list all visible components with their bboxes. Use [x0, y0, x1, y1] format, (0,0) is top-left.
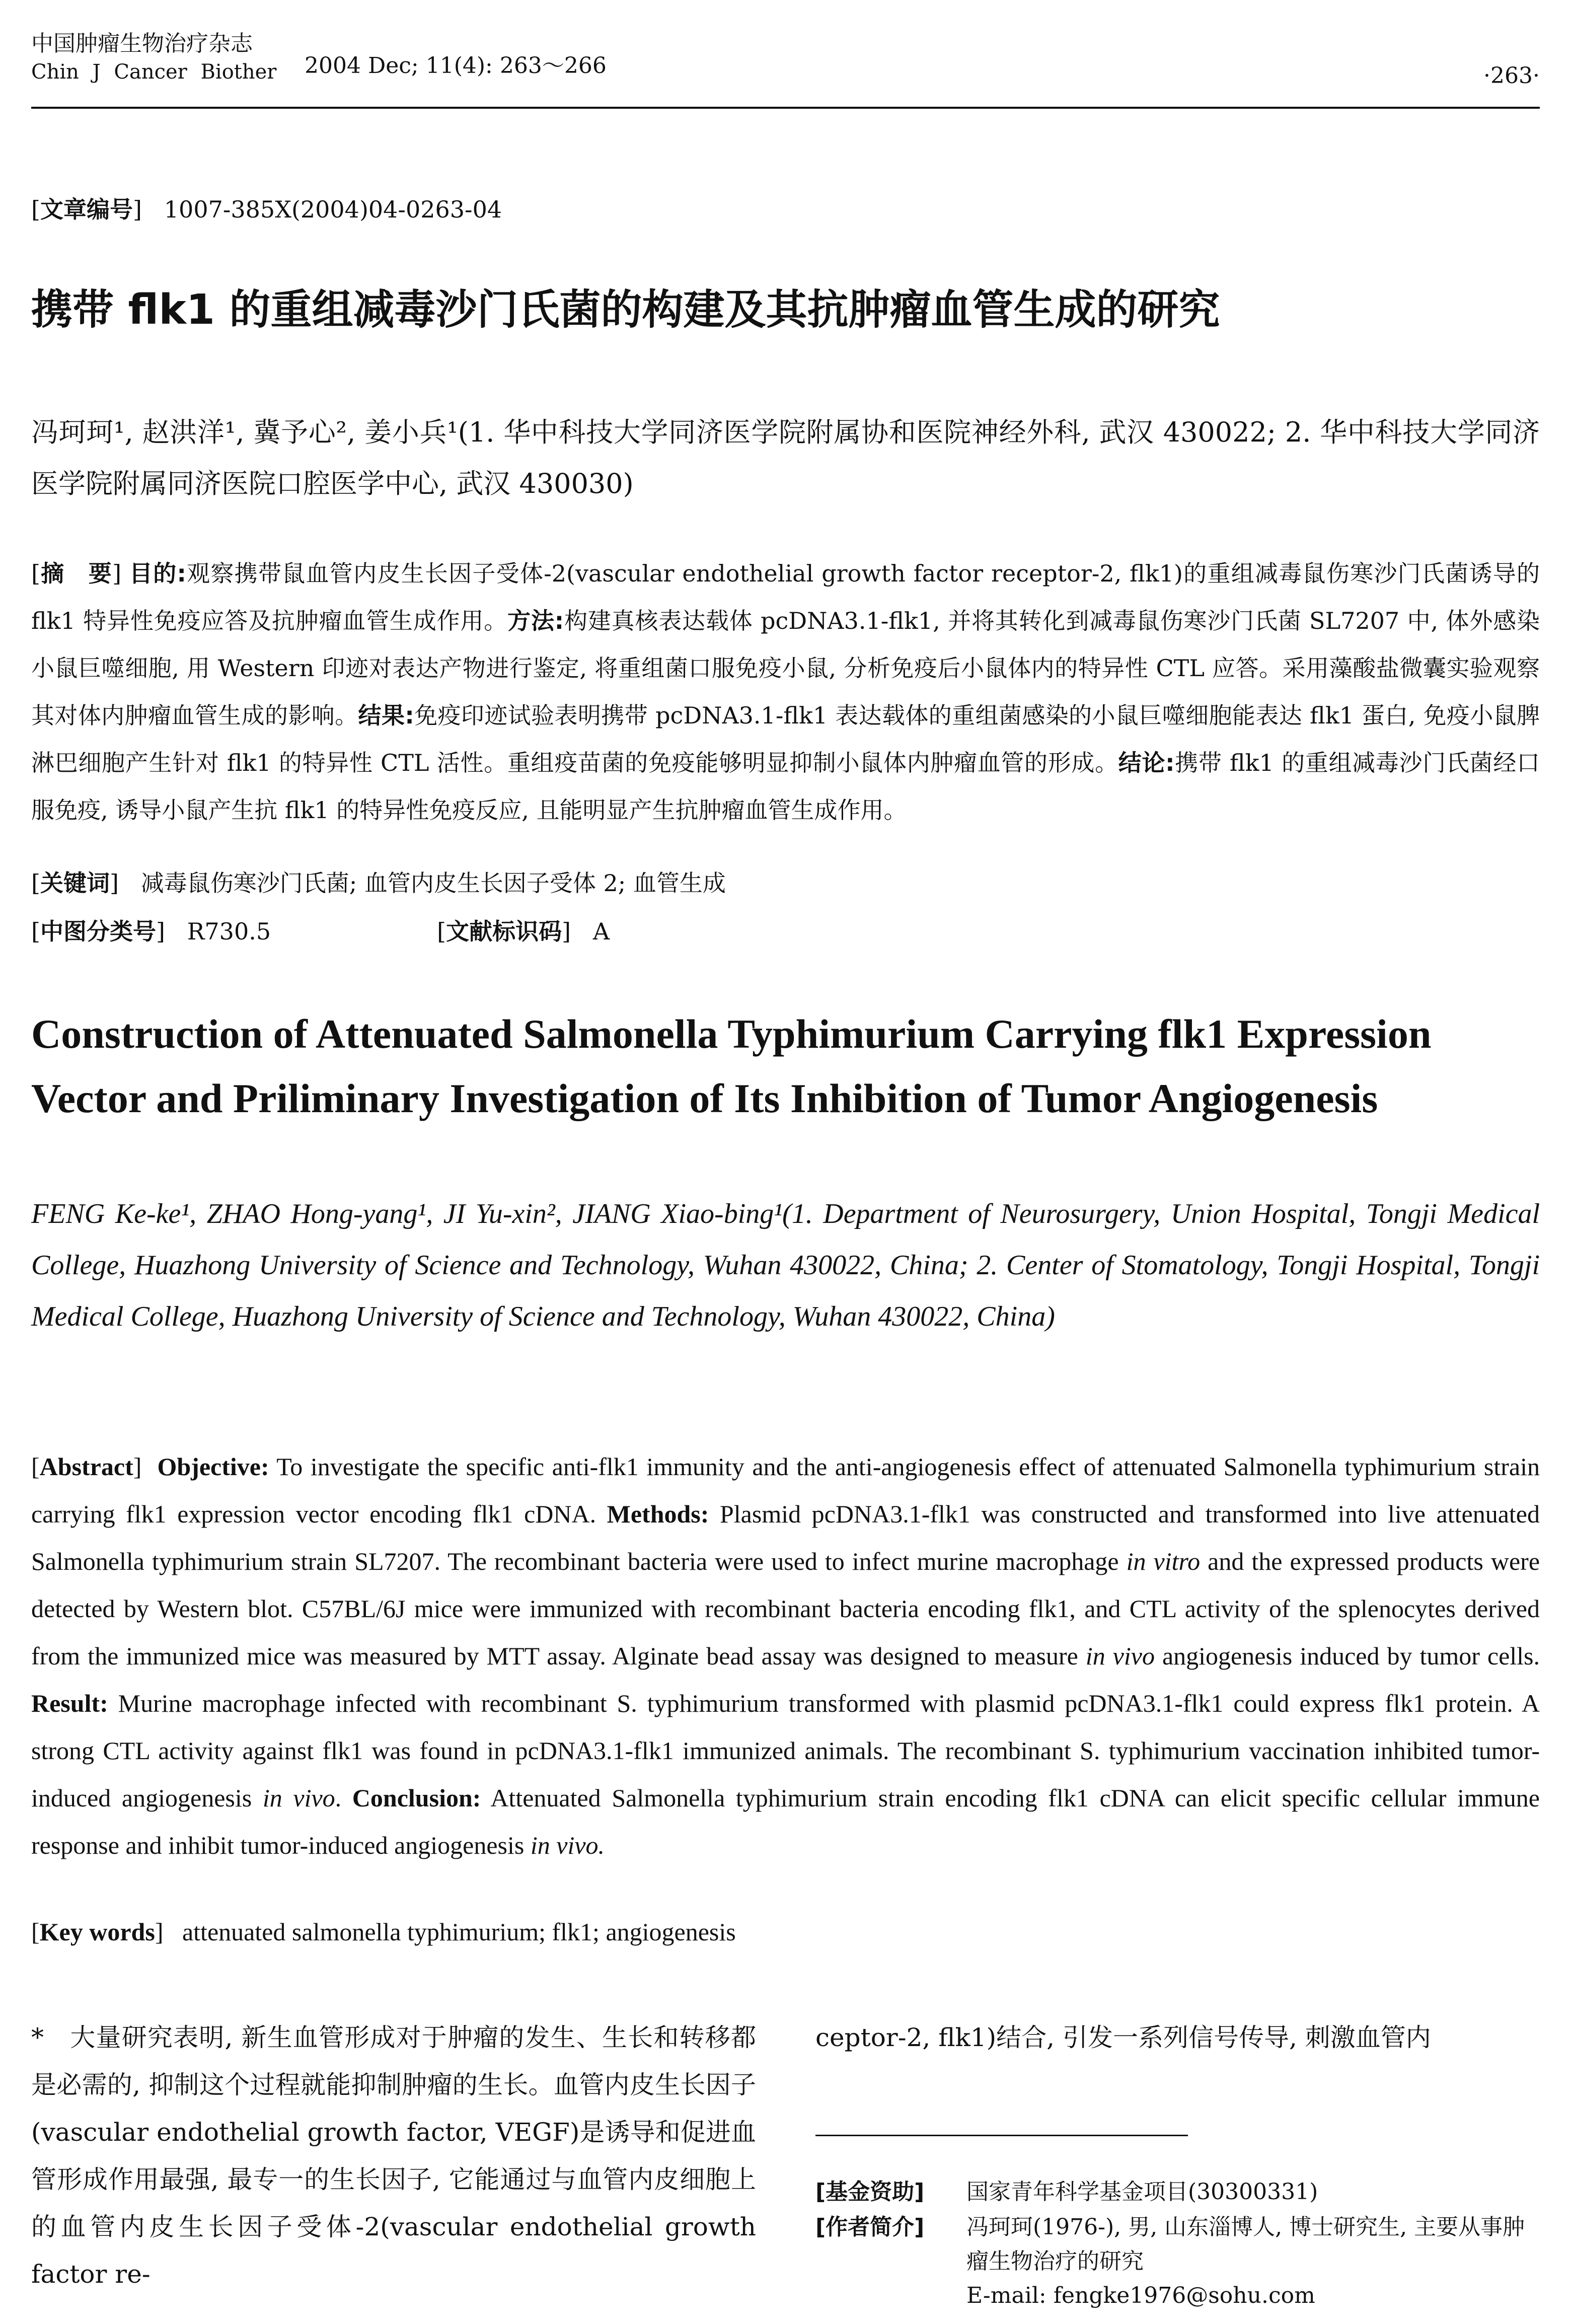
abstract-cn: [摘 要] 目的:观察携带鼠血管内皮生长因子受体-2(vascular endothelial growth factor receptor-2, flk1)的重组减毒鼠伤寒沙门氏菌诱导的 flk1 特异性免疫应答及抗肿瘤血管生成作用。方法:构建真核表达载体 pcDNA3.1-flk1, 并将其转化到减毒鼠伤寒沙门氏菌 SL7207 中, 体外感染小鼠巨噬细胞, 用 Western 印迹对表达产物进行鉴定, 将重组菌口服免疫小鼠, 分析免疫后小鼠体内的特异性 CTL 应答。采用藻酸盐微囊实验观察其对体内肿瘤血管生成的影响。结果:免疫印迹试验表明携带 pcDNA3.1-flk1 表达载体的重组菌感染的小鼠巨噬细胞能表达 flk1 蛋白, 免疫小鼠脾淋巴细胞产生针对 flk1 的特异性 CTL 活性。重组疫苗菌的免疫能够明显抑制小鼠体内肿瘤血管的形成。结论:携带 flk1 的重组减毒沙门氏菌经口服免疫, 诱导小鼠产生抗 flk1 的特异性免疫反应, 且能明显产生抗肿瘤血管生成作用。 — [31, 560, 1540, 824]
in-vitro-term: in vitro — [1126, 1547, 1201, 1575]
methods-cn: 构建真核表达载体 pcDNA3.1-flk1, 并将其转化到减毒鼠伤寒沙门氏菌 SL7207 中, 体外感染小鼠巨噬细胞, 用 Western 印迹对表达产物进行鉴定, 将重组菌口服免疫小鼠, 分析免疫后小鼠体内的特异性 CTL 应答。采用藻酸盐微囊实验观察其对体内肿瘤血管生成的影响。 — [31, 607, 1540, 729]
results-cn-label: 结果: — [358, 702, 414, 729]
body-text-right: ceptor-2, flk1)结合, 引发一系列信号传导, 刺激血管内 — [815, 2023, 1431, 2052]
doc-code-label: 文献标识码 — [446, 918, 562, 945]
issue-info: 2004 Dec; 11(4): 263～266 — [305, 53, 607, 79]
page-number: ·263· — [1483, 63, 1540, 89]
keywords-cn-value: 减毒鼠伤寒沙门氏菌; 血管内皮生长因子受体 2; 血管生成 — [140, 869, 726, 897]
article-number-value: 1007-385X(2004)04-0263-04 — [164, 196, 502, 223]
conclusion-cn-label: 结论: — [1118, 749, 1175, 776]
in-vivo-term-1: in vivo — [1085, 1642, 1155, 1670]
classification: [中图分类号] R730.5 [文献标识码] A — [31, 918, 610, 945]
methods-en-a: Plasmid pcDNA3.1-flk1 was constructed and transformed into live attenuated Salmonella typhimurium strain SL7207. The recombinant bacteria were used to infect murine macrophage — [31, 1500, 1540, 1575]
conclusion-en-label: Conclusion: — [352, 1784, 481, 1812]
conclusion-cn: 携带 flk1 的重组减毒沙门氏菌经口服免疫, 诱导小鼠产生抗 flk1 的特异性免疫反应, 且能明显产生抗肿瘤血管生成作用。 — [31, 749, 1540, 824]
fund-label: [基金资助] — [815, 2179, 925, 2205]
doc-code-value: A — [592, 918, 610, 945]
keywords-en: [Key words] attenuated salmonella typhimurium; flk1; angiogenesis — [31, 1918, 736, 1946]
keywords-en-label: Key words — [39, 1918, 155, 1946]
objective-cn-label: 目的: — [129, 560, 186, 587]
abstract-en-label: Abstract — [39, 1452, 133, 1481]
keywords-cn: [关键词] 减毒鼠伤寒沙门氏菌; 血管内皮生长因子受体 2; 血管生成 — [31, 869, 726, 897]
result-en-label: Result: — [31, 1689, 108, 1717]
fund-text: 国家青年科学基金项目(30300331) — [966, 2179, 1318, 2205]
article-number: [文章编号] 1007-385X(2004)04-0263-04 — [31, 196, 502, 223]
clc-value: R730.5 — [187, 918, 271, 945]
abstract-en: [Abstract] Objective: To investigate the specific anti-flk1 immunity and the anti-angiogenesis effect of attenuated Salmonella typhimurium strain carrying flk1 expression vector encoding flk1 cDNA. Methods: Plasmid pcDNA3.1-flk1 was constructed and transformed into live attenuated Salmonella typhimurium strain SL7207. The recombinant bacteria were used to infect murine macrophage in vitro and the expressed products were detected by Western blot. C57BL/6J mice were immunized with recombinant bacteria encoding flk1, and CTL activity of the splenocytes derived from the immunized mice was measured by MTT assay. Alginate bead assay was designed to measure in vivo angiogenesis induced by tumor cells. Result: Murine macrophage infected with recombinant S. typhimurium transformed with plasmid pcDNA3.1-flk1 could express flk1 protein. A strong CTL activity against flk1 was found in pcDNA3.1-flk1 immunized animals. The recombinant S. typhimurium vaccination inhibited tumor-induced angiogenesis in vivo. Conclusion: Attenuated Salmonella typhimurium strain encoding flk1 cDNA can elicit specific cellular immune response and inhibit tumor-induced angiogenesis in vivo. — [31, 1452, 1540, 1859]
methods-cn-label: 方法: — [507, 607, 564, 634]
keywords-cn-label: 关键词 — [40, 869, 110, 897]
footnote-fund — [815, 2175, 1535, 2209]
result-en-a: Murine macrophage infected with recombinant S. typhimurium transformed with plasmid pcDNA3.1-flk1 could express flk1 protein. A strong CTL activity against flk1 was found in pcDNA3.1-flk1 immunized animals. The recombinant S. typhimurium vaccination inhibited tumor-induced angiogenesis — [31, 1689, 1540, 1812]
in-vivo-term-2: in vivo — [262, 1784, 335, 1812]
objective-en: To investigate the specific anti-flk1 immunity and the anti-angiogenesis effect of attenuated Salmonella typhimurium strain carrying flk1 expression vector encoding flk1 cDNA. — [31, 1452, 1540, 1528]
title-en: Construction of Attenuated Salmonella Typhimurium Carrying flk1 Expression Vector and Priliminary Investigation of Its Inhibition of Tumor Angiogenesis — [31, 1011, 1432, 1121]
footnote-bio — [815, 2210, 1535, 2313]
abstract-cn-label: 摘 要 — [40, 560, 113, 587]
bio-text: 冯珂珂(1976-), 男, 山东淄博人, 博士研究生, 主要从事肿瘤生物治疗的研究 — [966, 2214, 1525, 2274]
authors-cn: 冯珂珂¹, 赵洪洋¹, 冀予心², 姜小兵¹(1. 华中科技大学同济医学院附属协和医院神经外科, 武汉 430022; 2. 华中科技大学同济医学院附属同济医院口腔医学中心, 武汉 430030) — [31, 416, 1540, 499]
methods-en-c: angiogenesis induced by tumor cells. — [1162, 1642, 1540, 1670]
article-number-label: 文章编号 — [40, 196, 133, 223]
clc-label: 中图分类号 — [40, 918, 156, 945]
keywords-en-value: attenuated salmonella typhimurium; flk1; angiogenesis — [182, 1918, 736, 1946]
authors-en: FENG Ke-ke¹, ZHAO Hong-yang¹, JI Yu-xin², JIANG Xiao-bing¹(1. Department of Neurosurgery, Union Hospital, Tongji Medical College, Huazhong University of Science and Technology, Wuhan 430022, China; 2. Center of Stomatology, Tongji Hospital, Tongji Medical College, Huazhong University of Science and Technology, Wuhan 430022, China) — [31, 1198, 1540, 1332]
journal-name-en: Chin J Cancer Biother — [31, 60, 277, 84]
objective-cn: 观察携带鼠血管内皮生长因子受体-2(vascular endothelial growth factor receptor-2, flk1)的重组减毒鼠伤寒沙门氏菌诱导的 flk1 特异性免疫应答及抗肿瘤血管生成作用。 — [31, 560, 1540, 634]
in-vivo-term-3: in vivo. — [530, 1831, 605, 1859]
methods-en-label: Methods: — [607, 1500, 709, 1528]
conclusion-en-a: Attenuated Salmonella typhimurium strain encoding flk1 cDNA can elicit specific cellular immune response and inhibit tumor-induced angiogenesis — [31, 1784, 1540, 1859]
footnote-rule — [815, 2135, 1188, 2136]
results-cn: 免疫印迹试验表明携带 pcDNA3.1-flk1 表达载体的重组菌感染的小鼠巨噬细胞能表达 flk1 蛋白, 免疫小鼠脾淋巴细胞产生针对 flk1 的特异性 CTL 活性。重组疫苗菌的免疫能够明显抑制小鼠体内肿瘤血管的形成。 — [31, 702, 1540, 776]
bio-label: [作者简介] — [815, 2214, 925, 2240]
header-rule — [31, 107, 1540, 109]
author-email: E-mail: fengke1976@sohu.com — [966, 2283, 1315, 2308]
title-cn: 携带 flk1 的重组减毒沙门氏菌的构建及其抗肿瘤血管生成的研究 — [31, 286, 1220, 334]
methods-en-b: and the expressed products were detected by Western blot. C57BL/6J mice were immunized with recombinant bacteria encoding flk1, and CTL activity of the splenocytes derived from the immunized mice was measured by MTT assay. Alginate bead assay was designed to measure — [31, 1547, 1540, 1670]
body-text-left: * 大量研究表明, 新生血管形成对于肿瘤的发生、生长和转移都是必需的, 抑制这个过程就能抑制肿瘤的生长。血管内皮生长因子(vascular endothelial growth factor, VEGF)是诱导和促进血管形成作用最强, 最专一的生长因子, 它能通过与血管内皮细胞上的血管内皮生长因子受体-2(vascular endothelial growth factor re- — [31, 2023, 756, 2289]
journal-name-cn: 中国肿瘤生物治疗杂志 — [31, 31, 253, 56]
objective-en-label: Objective: — [157, 1452, 269, 1481]
